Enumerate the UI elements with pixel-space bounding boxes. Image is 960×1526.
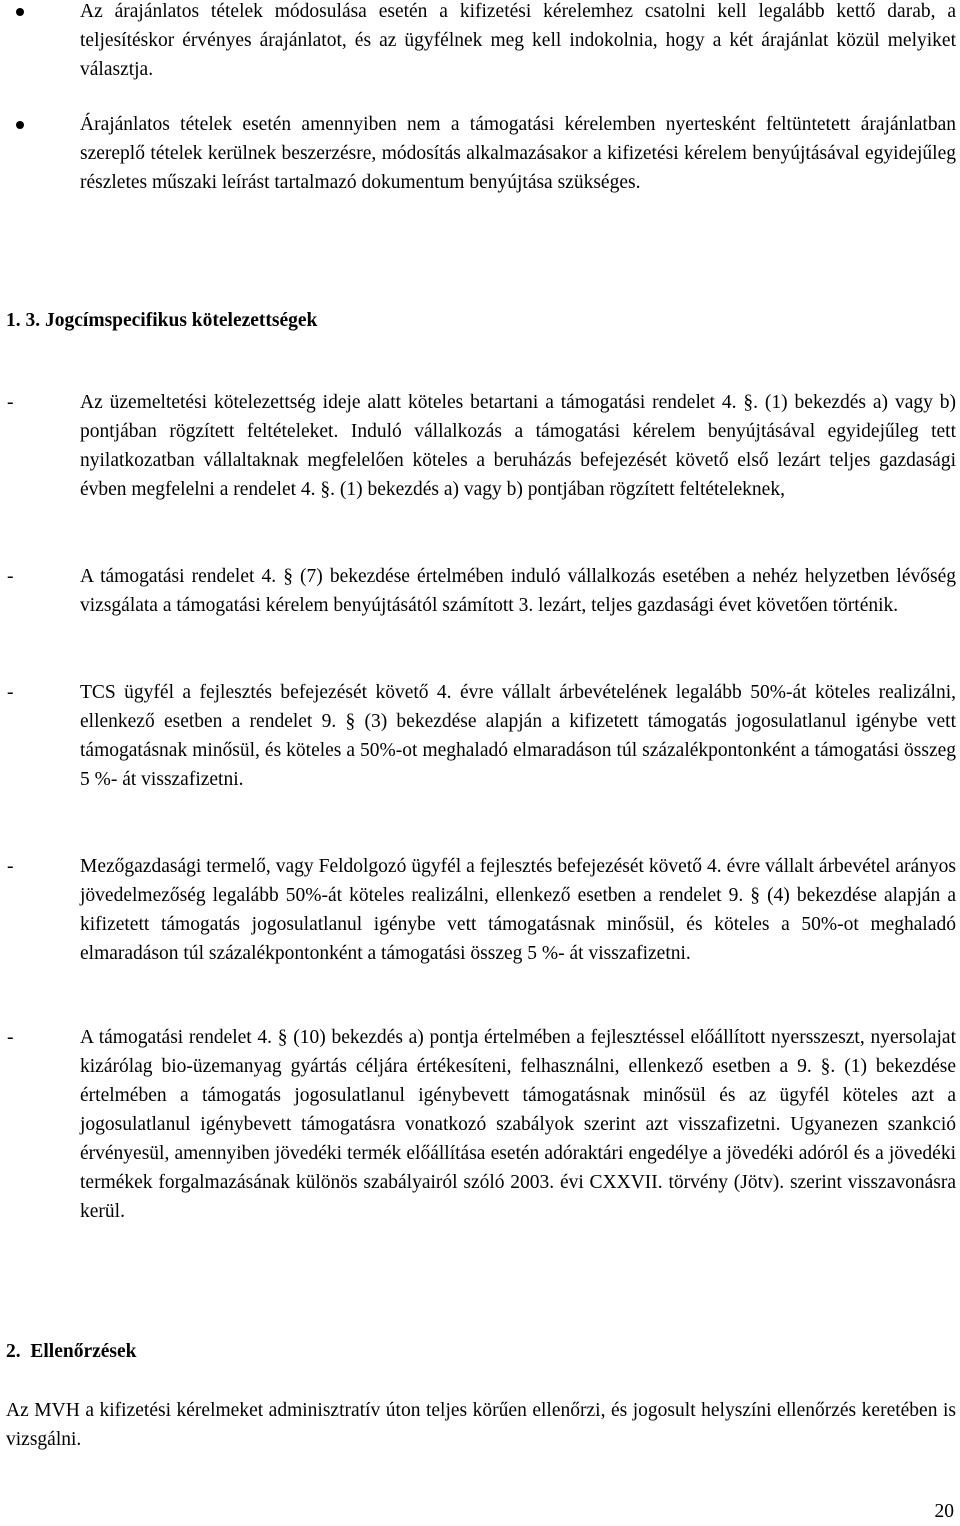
section-heading-1-3: 1. 3. Jogcímspecifikus kötelezettségek: [6, 310, 318, 331]
list-item-text: Mezőgazdasági termelő, vagy Feldolgozó ügyfél a fejlesztés befejezését követő 4. évre vállalt árbevétel arányos jövedelmezőség legalább 50%-át köteles realizálni, ellenkező esetben a rendelet 9. § (4) bekezdése alapján a kifizetett támogatás jogosulatlanul igénybe vett támogatásnak minősül, és köteles a 50%-ot meghaladó elmaradáson túl százalékpontonként a támogatási összeg 5 %- át visszafizetni.: [80, 856, 956, 964]
page-number: 20: [934, 1501, 954, 1522]
list-item-text: A támogatási rendelet 4. § (10) bekezdés a) pontja értelmében a fejlesztéssel előállított nyersszeszt, nyersolajat kizárólag bio-üzemanyag gyártás céljára értékesíteni, felhasználni, ellenkező esetben a 9. §. (1) bekezdése értelmében a támogatás jogosulatlanul igénybevett támogatásnak minősül és az ügyfél köteles azt a jogosulatlanul igénybevett támogatásra vonatkozó szabályok szerint azt visszafizetni. Ugyanezen szankció érvényesül, amennyiben jövedéki termék előállítása esetén adóraktári engedélye a jövedéki adóról és a jövedéki termékek forgalmazásának különös szabályairól szóló 2003. évi CXXVII. törvény (Jötv). szerint visszavonásra kerül.: [80, 1027, 956, 1222]
list-item: [7, 678, 956, 794]
bullet-icon: [16, 121, 24, 129]
section-heading-2: 2. Ellenőrzések: [6, 1341, 137, 1362]
bullet-icon: [16, 8, 24, 16]
dash-marker: -: [7, 1027, 14, 1048]
dash-marker: -: [7, 856, 14, 877]
list-item-text: A támogatási rendelet 4. § (7) bekezdése értelmében induló vállalkozás esetében a nehéz helyzetben lévőség vizsgálata a támogatási kérelem benyújtásától számított 3. lezárt, teljes gazdasági évet követően történik.: [80, 566, 956, 616]
body-paragraph: Az MVH a kifizetési kérelmeket adminisztratív úton teljes körűen ellenőrzi, és jogosult helyszíni ellenőrzés keretében is vizsgálni.: [6, 1400, 956, 1450]
list-item: [7, 388, 956, 504]
list-item: [7, 852, 956, 968]
dash-marker: -: [7, 682, 14, 703]
list-item: [7, 1023, 956, 1226]
bullet-item: [80, 0, 956, 84]
list-item: [7, 562, 956, 620]
bullet-item: [80, 110, 956, 197]
list-item-text: Az üzemeltetési kötelezettség ideje alatt köteles betartani a támogatási rendelet 4. §. (1) bekezdés a) vagy b) pontjában rögzített feltételeket. Induló vállalkozás a támogatási kérelem benyújtásával egyidejűleg tett nyilatkozatban vállaltaknak megfelelően köteles a beruházás befejezését követő első lezárt teljes gazdasági évben megfelelni a rendelet 4. §. (1) bekezdés a) vagy b) pontjában rögzített feltételeknek,: [80, 392, 956, 500]
list-item-text: TCS ügyfél a fejlesztés befejezését követő 4. évre vállalt árbevételének legalább 50%-át köteles realizálni, ellenkező esetben a rendelet 9. § (3) bekezdése alapján a kifizetett támogatás jogosulatlanul igénybe vett támogatásnak minősül, és köteles a 50%-ot meghaladó elmaradáson túl százalékpontonként a támogatási összeg 5 %- át visszafizetni.: [80, 682, 956, 790]
bullet-text: Árajánlatos tételek esetén amennyiben nem a támogatási kérelemben nyertesként feltüntetett árajánlatban szereplő tételek kerülnek beszerzésre, módosítás alkalmazásakor a kifizetési kérelem benyújtásával egyidejűleg részletes műszaki leírást tartalmazó dokumentum benyújtása szükséges.: [80, 114, 956, 193]
dash-marker: -: [7, 392, 14, 413]
dash-marker: -: [7, 566, 14, 587]
bullet-text: Az árajánlatos tételek módosulása esetén a kifizetési kérelemhez csatolni kell legalább kettő darab, a teljesítéskor érvényes árajánlatot, és az ügyfélnek meg kell indokolnia, hogy a két árajánlat közül melyiket választja.: [80, 1, 956, 80]
